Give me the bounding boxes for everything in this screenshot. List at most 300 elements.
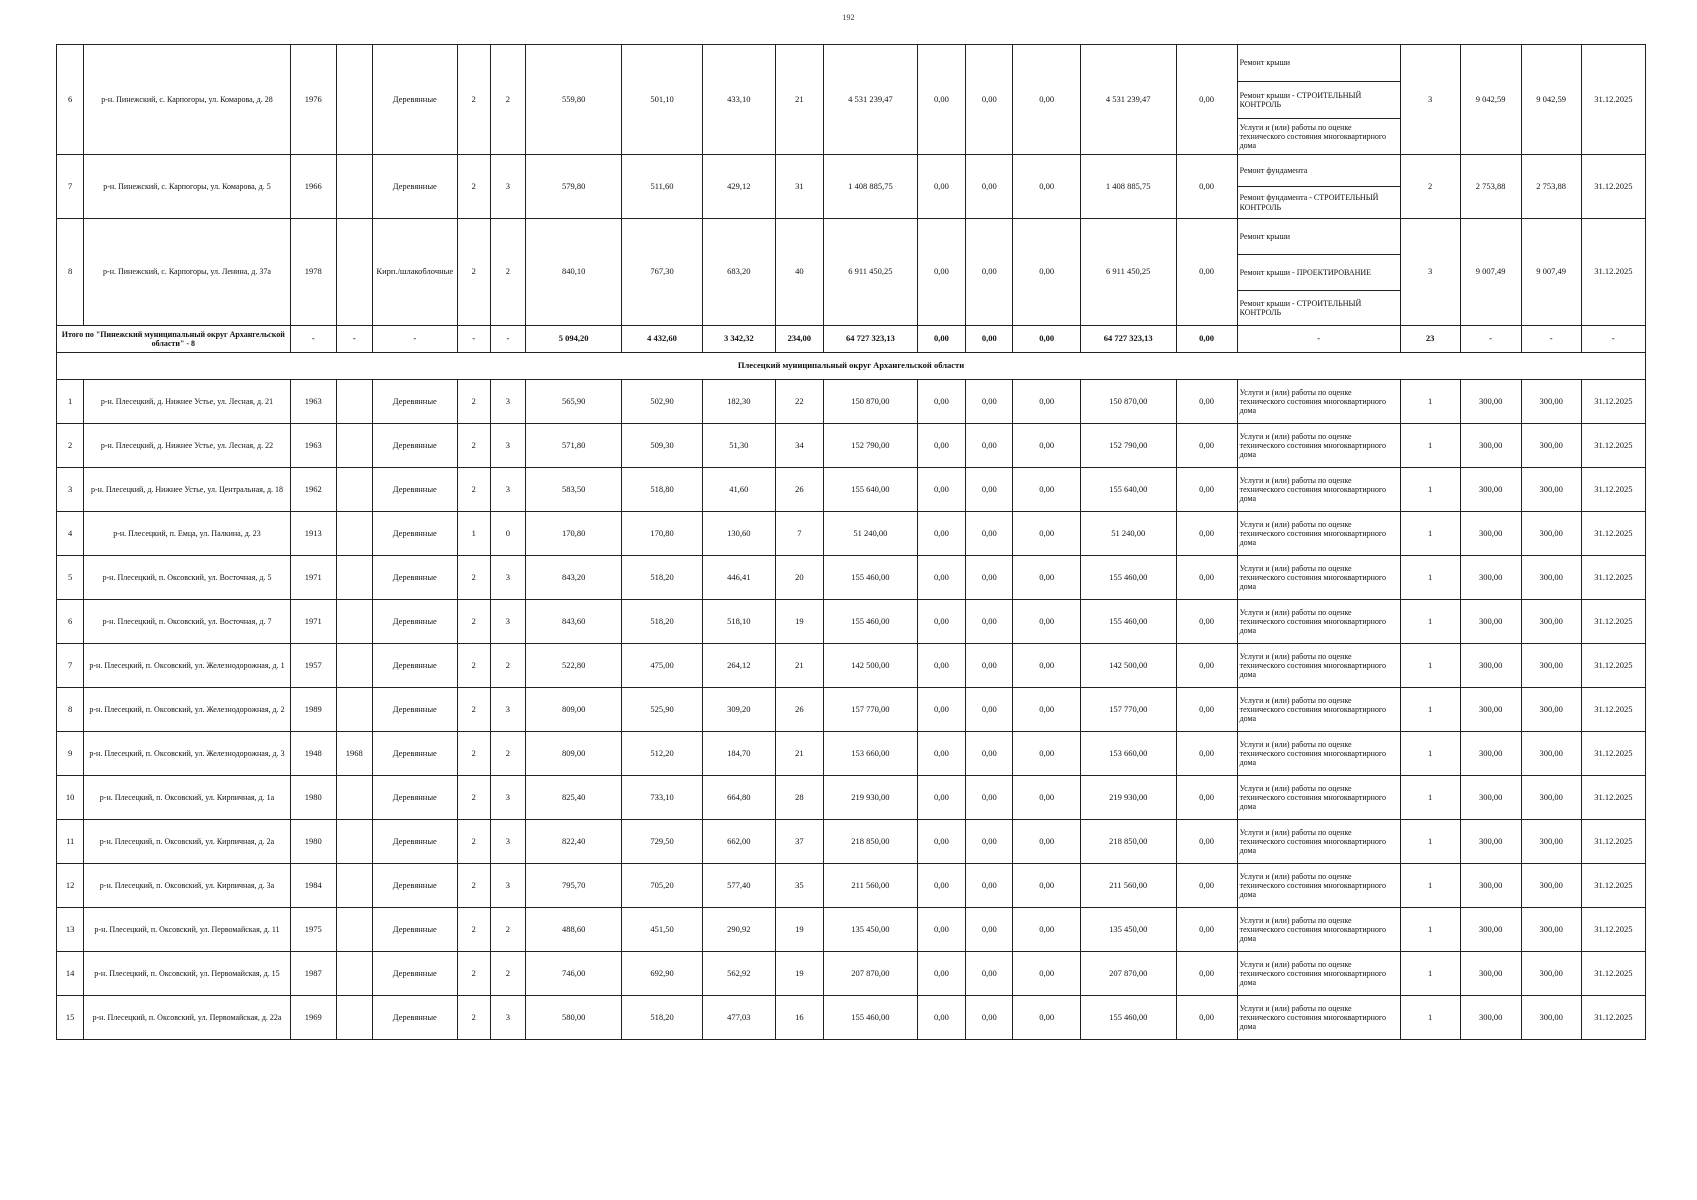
total-cost-cell: 155 460,00 bbox=[824, 996, 918, 1040]
max-unit-cost-cell: 2 753,88 bbox=[1521, 155, 1581, 219]
work-count-cell: 1 bbox=[1400, 996, 1460, 1040]
local-budget-cell: 0,00 bbox=[1013, 556, 1080, 600]
unit-cost-cell: 300,00 bbox=[1460, 600, 1521, 644]
regional-budget-cell: 0,00 bbox=[966, 155, 1013, 219]
living-area-cell: 475,00 bbox=[622, 644, 703, 688]
residential-area-cell: 309,20 bbox=[703, 688, 776, 732]
work-count-cell: 2 bbox=[1400, 155, 1460, 219]
regional-budget-cell: 0,00 bbox=[966, 380, 1013, 424]
living-area-cell: 767,30 bbox=[622, 219, 703, 326]
total-area-cell: 579,80 bbox=[526, 155, 622, 219]
other-funds-cell: 0,00 bbox=[1176, 219, 1237, 326]
address-cell: р-н. Плесецкий, п. Оксовский, ул. Восточная, д. 5 bbox=[84, 556, 290, 600]
year-reconstruction-cell bbox=[336, 468, 372, 512]
max-unit-cost-cell: 300,00 bbox=[1521, 468, 1581, 512]
fund-cell: 0,00 bbox=[917, 644, 965, 688]
unit-cost-cell: 300,00 bbox=[1460, 952, 1521, 996]
residential-area-cell: 290,92 bbox=[703, 908, 776, 952]
wall-material-cell: Деревянные bbox=[372, 45, 457, 155]
deadline-cell: 31.12.2025 bbox=[1581, 820, 1645, 864]
address-cell: р-н. Плесецкий, п. Оксовский, ул. Первомайская, д. 22а bbox=[84, 996, 290, 1040]
year-built-cell: 1987 bbox=[290, 952, 336, 996]
regional-budget-cell: 0,00 bbox=[966, 952, 1013, 996]
year-reconstruction-cell bbox=[336, 688, 372, 732]
residential-area-cell: 446,41 bbox=[703, 556, 776, 600]
local-budget-cell: 0,00 bbox=[1013, 864, 1080, 908]
deadline-cell: 31.12.2025 bbox=[1581, 732, 1645, 776]
work-type-cell: Ремонт фундамента - СТРОИТЕЛЬНЫЙ КОНТРОЛЬ bbox=[1237, 187, 1400, 219]
row-number: 6 bbox=[57, 45, 84, 155]
other-funds-cell: 0,00 bbox=[1176, 556, 1237, 600]
work-type-cell: Услуги и (или) работы по оценке технического состояния многоквартирного дома bbox=[1237, 468, 1400, 512]
table-row bbox=[57, 908, 1646, 952]
residential-area-cell: 184,70 bbox=[703, 732, 776, 776]
dash-cell: - bbox=[1237, 326, 1400, 353]
address-cell: р-н. Плесецкий, п. Оксовский, ул. Железнодорожная, д. 1 bbox=[84, 644, 290, 688]
local-budget-cell: 0,00 bbox=[1013, 380, 1080, 424]
address-cell: р-н. Плесецкий, д. Нижнее Устье, ул. Лесная, д. 21 bbox=[84, 380, 290, 424]
residents-cell: 34 bbox=[775, 424, 823, 468]
max-unit-cost-cell: 300,00 bbox=[1521, 864, 1581, 908]
residents-cell: 7 bbox=[775, 512, 823, 556]
year-built-cell: 1913 bbox=[290, 512, 336, 556]
owners-funds-cell: 155 460,00 bbox=[1080, 996, 1176, 1040]
total-cost-cell: 152 790,00 bbox=[824, 424, 918, 468]
other-funds-cell: 0,00 bbox=[1176, 600, 1237, 644]
owners-funds-cell: 211 560,00 bbox=[1080, 864, 1176, 908]
work-type-cell: Услуги и (или) работы по оценке технического состояния многоквартирного дома bbox=[1237, 908, 1400, 952]
floors-cell: 2 bbox=[457, 45, 490, 155]
year-built-cell: 1980 bbox=[290, 820, 336, 864]
dash-cell: - bbox=[1521, 326, 1581, 353]
other-funds-cell: 0,00 bbox=[1176, 776, 1237, 820]
year-reconstruction-cell bbox=[336, 556, 372, 600]
row-number: 7 bbox=[57, 155, 84, 219]
year-built-cell: 1978 bbox=[290, 219, 336, 326]
wall-material-cell: Деревянные bbox=[372, 556, 457, 600]
wall-material-cell: Деревянные bbox=[372, 380, 457, 424]
other-funds-cell: 0,00 bbox=[1176, 864, 1237, 908]
floors-cell: 2 bbox=[457, 688, 490, 732]
owners-funds-cell: 152 790,00 bbox=[1080, 424, 1176, 468]
deadline-cell: 31.12.2025 bbox=[1581, 468, 1645, 512]
work-count-cell: 1 bbox=[1400, 952, 1460, 996]
living-area-cell: 733,10 bbox=[622, 776, 703, 820]
work-count-cell: 1 bbox=[1400, 776, 1460, 820]
owners-funds-cell: 142 500,00 bbox=[1080, 644, 1176, 688]
total-cost-cell: 153 660,00 bbox=[824, 732, 918, 776]
address-cell: р-н. Пинежский, с. Карпогоры, ул. Комарова, д. 5 bbox=[84, 155, 290, 219]
floors-cell: 2 bbox=[457, 468, 490, 512]
regional-budget-cell: 0,00 bbox=[966, 424, 1013, 468]
deadline-cell: 31.12.2025 bbox=[1581, 380, 1645, 424]
table-row bbox=[57, 600, 1646, 644]
year-built-cell: 1948 bbox=[290, 732, 336, 776]
unit-cost-cell: 300,00 bbox=[1460, 512, 1521, 556]
fund-cell: 0,00 bbox=[917, 424, 965, 468]
living-area-cell: 518,20 bbox=[622, 600, 703, 644]
wall-material-cell: Деревянные bbox=[372, 468, 457, 512]
year-reconstruction-cell bbox=[336, 219, 372, 326]
owners-funds-cell: 1 408 885,75 bbox=[1080, 155, 1176, 219]
unit-cost-cell: 300,00 bbox=[1460, 688, 1521, 732]
other-funds-cell: 0,00 bbox=[1176, 820, 1237, 864]
entrances-cell: 3 bbox=[490, 424, 526, 468]
entrances-cell: 2 bbox=[490, 219, 526, 326]
local-budget-cell: 0,00 bbox=[1013, 468, 1080, 512]
page-number: 192 bbox=[842, 13, 855, 22]
max-unit-cost-cell: 300,00 bbox=[1521, 644, 1581, 688]
year-built-cell: 1984 bbox=[290, 864, 336, 908]
local-budget-cell: 0,00 bbox=[1013, 776, 1080, 820]
year-built-cell: 1989 bbox=[290, 688, 336, 732]
fund-cell: 0,00 bbox=[917, 556, 965, 600]
total-area-cell: 809,00 bbox=[526, 732, 622, 776]
work-type-cell: Услуги и (или) работы по оценке технического состояния многоквартирного дома bbox=[1237, 952, 1400, 996]
max-unit-cost-cell: 300,00 bbox=[1521, 424, 1581, 468]
residents-cell: 31 bbox=[775, 155, 823, 219]
fund-cell: 0,00 bbox=[917, 512, 965, 556]
year-reconstruction-cell bbox=[336, 45, 372, 155]
work-count-cell: 1 bbox=[1400, 424, 1460, 468]
floors-cell: 2 bbox=[457, 952, 490, 996]
total-cost-cell: 211 560,00 bbox=[824, 864, 918, 908]
total-cost-cell: 142 500,00 bbox=[824, 644, 918, 688]
living-area-cell: 451,50 bbox=[622, 908, 703, 952]
residents-cell: 26 bbox=[775, 688, 823, 732]
residential-area-cell: 683,20 bbox=[703, 219, 776, 326]
table-row bbox=[57, 155, 1646, 187]
work-type-cell: Услуги и (или) работы по оценке технического состояния многоквартирного дома bbox=[1237, 688, 1400, 732]
total-cost-cell: 219 930,00 bbox=[824, 776, 918, 820]
total-row bbox=[57, 326, 1646, 353]
entrances-cell: 3 bbox=[490, 820, 526, 864]
regional-budget-cell: 0,00 bbox=[966, 996, 1013, 1040]
max-unit-cost-cell: 9 007,49 bbox=[1521, 219, 1581, 326]
regional-budget-cell: 0,00 bbox=[966, 644, 1013, 688]
deadline-cell: 31.12.2025 bbox=[1581, 864, 1645, 908]
total-area-cell: 580,00 bbox=[526, 996, 622, 1040]
total-area-cell: 825,40 bbox=[526, 776, 622, 820]
floors-cell: 1 bbox=[457, 512, 490, 556]
deadline-cell: 31.12.2025 bbox=[1581, 155, 1645, 219]
regional-budget-cell: 0,00 bbox=[966, 776, 1013, 820]
local-budget-cell: 0,00 bbox=[1013, 996, 1080, 1040]
work-type-cell: Ремонт крыши - СТРОИТЕЛЬНЫЙ КОНТРОЛЬ bbox=[1237, 291, 1400, 326]
other-funds-cell: 0,00 bbox=[1176, 952, 1237, 996]
total-cost-sum: 64 727 323,13 bbox=[824, 326, 918, 353]
living-area-sum: 4 432,60 bbox=[622, 326, 703, 353]
regional-budget-cell: 0,00 bbox=[966, 556, 1013, 600]
table-row bbox=[57, 732, 1646, 776]
work-type-cell: Услуги и (или) работы по оценке технического состояния многоквартирного дома bbox=[1237, 864, 1400, 908]
residential-area-cell: 477,03 bbox=[703, 996, 776, 1040]
max-unit-cost-cell: 300,00 bbox=[1521, 600, 1581, 644]
regional-budget-cell: 0,00 bbox=[966, 600, 1013, 644]
deadline-cell: 31.12.2025 bbox=[1581, 556, 1645, 600]
residents-cell: 35 bbox=[775, 864, 823, 908]
total-cost-cell: 4 531 239,47 bbox=[824, 45, 918, 155]
dash-cell: - bbox=[1581, 326, 1645, 353]
table-row bbox=[57, 820, 1646, 864]
work-count-cell: 1 bbox=[1400, 468, 1460, 512]
row-number: 8 bbox=[57, 219, 84, 326]
fund-cell: 0,00 bbox=[917, 155, 965, 219]
total-cost-cell: 207 870,00 bbox=[824, 952, 918, 996]
row-number: 15 bbox=[57, 996, 84, 1040]
year-built-cell: 1980 bbox=[290, 776, 336, 820]
total-cost-cell: 155 460,00 bbox=[824, 600, 918, 644]
residential-area-cell: 41,60 bbox=[703, 468, 776, 512]
wall-material-cell: Деревянные bbox=[372, 512, 457, 556]
living-area-cell: 518,80 bbox=[622, 468, 703, 512]
entrances-cell: 2 bbox=[490, 45, 526, 155]
row-number: 1 bbox=[57, 380, 84, 424]
deadline-cell: 31.12.2025 bbox=[1581, 996, 1645, 1040]
section-header-row bbox=[57, 353, 1646, 380]
regional-budget-cell: 0,00 bbox=[966, 820, 1013, 864]
owners-funds-cell: 218 850,00 bbox=[1080, 820, 1176, 864]
other-funds-cell: 0,00 bbox=[1176, 688, 1237, 732]
total-cost-cell: 218 850,00 bbox=[824, 820, 918, 864]
year-reconstruction-cell bbox=[336, 424, 372, 468]
address-cell: р-н. Плесецкий, п. Оксовский, ул. Железнодорожная, д. 2 bbox=[84, 688, 290, 732]
other-funds-cell: 0,00 bbox=[1176, 424, 1237, 468]
year-built-cell: 1971 bbox=[290, 556, 336, 600]
fund-sum: 0,00 bbox=[917, 326, 965, 353]
residential-area-cell: 51,30 bbox=[703, 424, 776, 468]
address-cell: р-н. Пинежский, с. Карпогоры, ул. Ленина, д. 37а bbox=[84, 219, 290, 326]
living-area-cell: 692,90 bbox=[622, 952, 703, 996]
fund-cell: 0,00 bbox=[917, 820, 965, 864]
total-area-cell: 522,80 bbox=[526, 644, 622, 688]
living-area-cell: 705,20 bbox=[622, 864, 703, 908]
owners-funds-cell: 219 930,00 bbox=[1080, 776, 1176, 820]
total-cost-cell: 6 911 450,25 bbox=[824, 219, 918, 326]
entrances-cell: 0 bbox=[490, 512, 526, 556]
regional-budget-cell: 0,00 bbox=[966, 864, 1013, 908]
regional-budget-cell: 0,00 bbox=[966, 512, 1013, 556]
wall-material-cell: Деревянные bbox=[372, 155, 457, 219]
total-area-cell: 565,90 bbox=[526, 380, 622, 424]
housing-repair-table bbox=[56, 44, 1646, 1040]
fund-cell: 0,00 bbox=[917, 996, 965, 1040]
other-funds-cell: 0,00 bbox=[1176, 155, 1237, 219]
wall-material-cell: Деревянные bbox=[372, 600, 457, 644]
other-funds-cell: 0,00 bbox=[1176, 380, 1237, 424]
owners-funds-cell: 51 240,00 bbox=[1080, 512, 1176, 556]
total-area-sum: 5 094,20 bbox=[526, 326, 622, 353]
dash-cell: - bbox=[290, 326, 336, 353]
dash-cell: - bbox=[1460, 326, 1521, 353]
residents-sum: 234,00 bbox=[775, 326, 823, 353]
living-area-cell: 518,20 bbox=[622, 556, 703, 600]
table-row bbox=[57, 864, 1646, 908]
deadline-cell: 31.12.2025 bbox=[1581, 952, 1645, 996]
year-reconstruction-cell: 1968 bbox=[336, 732, 372, 776]
entrances-cell: 3 bbox=[490, 776, 526, 820]
row-number: 6 bbox=[57, 600, 84, 644]
owners-funds-cell: 155 460,00 bbox=[1080, 600, 1176, 644]
work-type-cell: Услуги и (или) работы по оценке технического состояния многоквартирного дома bbox=[1237, 776, 1400, 820]
year-built-cell: 1976 bbox=[290, 45, 336, 155]
total-cost-cell: 135 450,00 bbox=[824, 908, 918, 952]
work-count-cell: 1 bbox=[1400, 864, 1460, 908]
floors-cell: 2 bbox=[457, 996, 490, 1040]
address-cell: р-н. Плесецкий, п. Емца, ул. Палкина, д. 23 bbox=[84, 512, 290, 556]
work-count-cell: 1 bbox=[1400, 644, 1460, 688]
residential-area-sum: 3 342,32 bbox=[703, 326, 776, 353]
work-type-cell: Услуги и (или) работы по оценке технического состояния многоквартирного дома bbox=[1237, 732, 1400, 776]
local-budget-cell: 0,00 bbox=[1013, 512, 1080, 556]
entrances-cell: 2 bbox=[490, 952, 526, 996]
unit-cost-cell: 300,00 bbox=[1460, 556, 1521, 600]
year-reconstruction-cell bbox=[336, 996, 372, 1040]
floors-cell: 2 bbox=[457, 155, 490, 219]
floors-cell: 2 bbox=[457, 219, 490, 326]
floors-cell: 2 bbox=[457, 380, 490, 424]
local-budget-cell: 0,00 bbox=[1013, 952, 1080, 996]
living-area-cell: 518,20 bbox=[622, 996, 703, 1040]
unit-cost-cell: 300,00 bbox=[1460, 776, 1521, 820]
other-funds-cell: 0,00 bbox=[1176, 468, 1237, 512]
entrances-cell: 3 bbox=[490, 600, 526, 644]
entrances-cell: 3 bbox=[490, 996, 526, 1040]
unit-cost-cell: 300,00 bbox=[1460, 864, 1521, 908]
work-type-cell: Ремонт крыши bbox=[1237, 219, 1400, 255]
work-type-cell: Услуги и (или) работы по оценке технического состояния многоквартирного дома bbox=[1237, 424, 1400, 468]
floors-cell: 2 bbox=[457, 600, 490, 644]
regional-budget-sum: 0,00 bbox=[966, 326, 1013, 353]
total-cost-cell: 155 460,00 bbox=[824, 556, 918, 600]
work-count-cell: 1 bbox=[1400, 688, 1460, 732]
local-budget-cell: 0,00 bbox=[1013, 155, 1080, 219]
table-row bbox=[57, 952, 1646, 996]
year-reconstruction-cell bbox=[336, 776, 372, 820]
floors-cell: 2 bbox=[457, 732, 490, 776]
year-built-cell: 1966 bbox=[290, 155, 336, 219]
unit-cost-cell: 300,00 bbox=[1460, 644, 1521, 688]
row-number: 12 bbox=[57, 864, 84, 908]
unit-cost-cell: 300,00 bbox=[1460, 820, 1521, 864]
total-area-cell: 571,80 bbox=[526, 424, 622, 468]
unit-cost-cell: 300,00 bbox=[1460, 908, 1521, 952]
max-unit-cost-cell: 300,00 bbox=[1521, 952, 1581, 996]
living-area-cell: 509,30 bbox=[622, 424, 703, 468]
year-built-cell: 1963 bbox=[290, 380, 336, 424]
regional-budget-cell: 0,00 bbox=[966, 219, 1013, 326]
year-built-cell: 1971 bbox=[290, 600, 336, 644]
year-built-cell: 1963 bbox=[290, 424, 336, 468]
local-budget-cell: 0,00 bbox=[1013, 908, 1080, 952]
dash-cell: - bbox=[372, 326, 457, 353]
residential-area-cell: 562,92 bbox=[703, 952, 776, 996]
wall-material-cell: Деревянные bbox=[372, 644, 457, 688]
table-row bbox=[57, 556, 1646, 600]
work-type-cell: Ремонт крыши - СТРОИТЕЛЬНЫЙ КОНТРОЛЬ bbox=[1237, 82, 1400, 119]
wall-material-cell: Деревянные bbox=[372, 732, 457, 776]
residential-area-cell: 577,40 bbox=[703, 864, 776, 908]
owners-funds-cell: 153 660,00 bbox=[1080, 732, 1176, 776]
total-area-cell: 843,60 bbox=[526, 600, 622, 644]
row-number: 10 bbox=[57, 776, 84, 820]
work-count-cell: 1 bbox=[1400, 732, 1460, 776]
address-cell: р-н. Пинежский, с. Карпогоры, ул. Комарова, д. 28 bbox=[84, 45, 290, 155]
work-type-cell: Услуги и (или) работы по оценке технического состояния многоквартирного дома bbox=[1237, 380, 1400, 424]
residents-cell: 28 bbox=[775, 776, 823, 820]
fund-cell: 0,00 bbox=[917, 600, 965, 644]
entrances-cell: 3 bbox=[490, 380, 526, 424]
owners-funds-cell: 157 770,00 bbox=[1080, 688, 1176, 732]
row-number: 9 bbox=[57, 732, 84, 776]
regional-budget-cell: 0,00 bbox=[966, 732, 1013, 776]
total-cost-cell: 1 408 885,75 bbox=[824, 155, 918, 219]
unit-cost-cell: 300,00 bbox=[1460, 380, 1521, 424]
living-area-cell: 502,90 bbox=[622, 380, 703, 424]
unit-cost-cell: 300,00 bbox=[1460, 468, 1521, 512]
max-unit-cost-cell: 300,00 bbox=[1521, 908, 1581, 952]
living-area-cell: 501,10 bbox=[622, 45, 703, 155]
work-count-cell: 1 bbox=[1400, 600, 1460, 644]
local-budget-cell: 0,00 bbox=[1013, 820, 1080, 864]
year-built-cell: 1962 bbox=[290, 468, 336, 512]
regional-budget-cell: 0,00 bbox=[966, 45, 1013, 155]
address-cell: р-н. Плесецкий, п. Оксовский, ул. Кирпичная, д. 1а bbox=[84, 776, 290, 820]
residents-cell: 22 bbox=[775, 380, 823, 424]
floors-cell: 2 bbox=[457, 908, 490, 952]
work-type-cell: Услуги и (или) работы по оценке технического состояния многоквартирного дома bbox=[1237, 512, 1400, 556]
dash-cell: - bbox=[336, 326, 372, 353]
owners-funds-cell: 4 531 239,47 bbox=[1080, 45, 1176, 155]
owners-funds-cell: 6 911 450,25 bbox=[1080, 219, 1176, 326]
work-count-cell: 1 bbox=[1400, 556, 1460, 600]
fund-cell: 0,00 bbox=[917, 732, 965, 776]
fund-cell: 0,00 bbox=[917, 380, 965, 424]
total-cost-cell: 157 770,00 bbox=[824, 688, 918, 732]
address-cell: р-н. Плесецкий, п. Оксовский, ул. Кирпичная, д. 3а bbox=[84, 864, 290, 908]
residents-cell: 40 bbox=[775, 219, 823, 326]
year-reconstruction-cell bbox=[336, 952, 372, 996]
table-row bbox=[57, 468, 1646, 512]
deadline-cell: 31.12.2025 bbox=[1581, 512, 1645, 556]
regional-budget-cell: 0,00 bbox=[966, 468, 1013, 512]
address-cell: р-н. Плесецкий, п. Оксовский, ул. Первомайская, д. 15 bbox=[84, 952, 290, 996]
row-number: 5 bbox=[57, 556, 84, 600]
regional-budget-cell: 0,00 bbox=[966, 908, 1013, 952]
residents-cell: 19 bbox=[775, 952, 823, 996]
living-area-cell: 729,50 bbox=[622, 820, 703, 864]
row-number: 14 bbox=[57, 952, 84, 996]
work-type-cell: Ремонт фундамента bbox=[1237, 155, 1400, 187]
local-budget-cell: 0,00 bbox=[1013, 45, 1080, 155]
residents-cell: 37 bbox=[775, 820, 823, 864]
regional-budget-cell: 0,00 bbox=[966, 688, 1013, 732]
wall-material-cell: Деревянные bbox=[372, 820, 457, 864]
deadline-cell: 31.12.2025 bbox=[1581, 908, 1645, 952]
row-number: 3 bbox=[57, 468, 84, 512]
work-type-cell: Услуги и (или) работы по оценке технического состояния многоквартирного дома bbox=[1237, 600, 1400, 644]
work-count-cell: 1 bbox=[1400, 908, 1460, 952]
total-cost-cell: 155 640,00 bbox=[824, 468, 918, 512]
max-unit-cost-cell: 300,00 bbox=[1521, 996, 1581, 1040]
unit-cost-cell: 300,00 bbox=[1460, 732, 1521, 776]
work-type-cell: Ремонт крыши bbox=[1237, 45, 1400, 82]
work-type-cell: Услуги и (или) работы по оценке технического состояния многоквартирного дома bbox=[1237, 820, 1400, 864]
entrances-cell: 2 bbox=[490, 732, 526, 776]
work-count-cell: 3 bbox=[1400, 219, 1460, 326]
local-budget-cell: 0,00 bbox=[1013, 600, 1080, 644]
owners-funds-cell: 135 450,00 bbox=[1080, 908, 1176, 952]
